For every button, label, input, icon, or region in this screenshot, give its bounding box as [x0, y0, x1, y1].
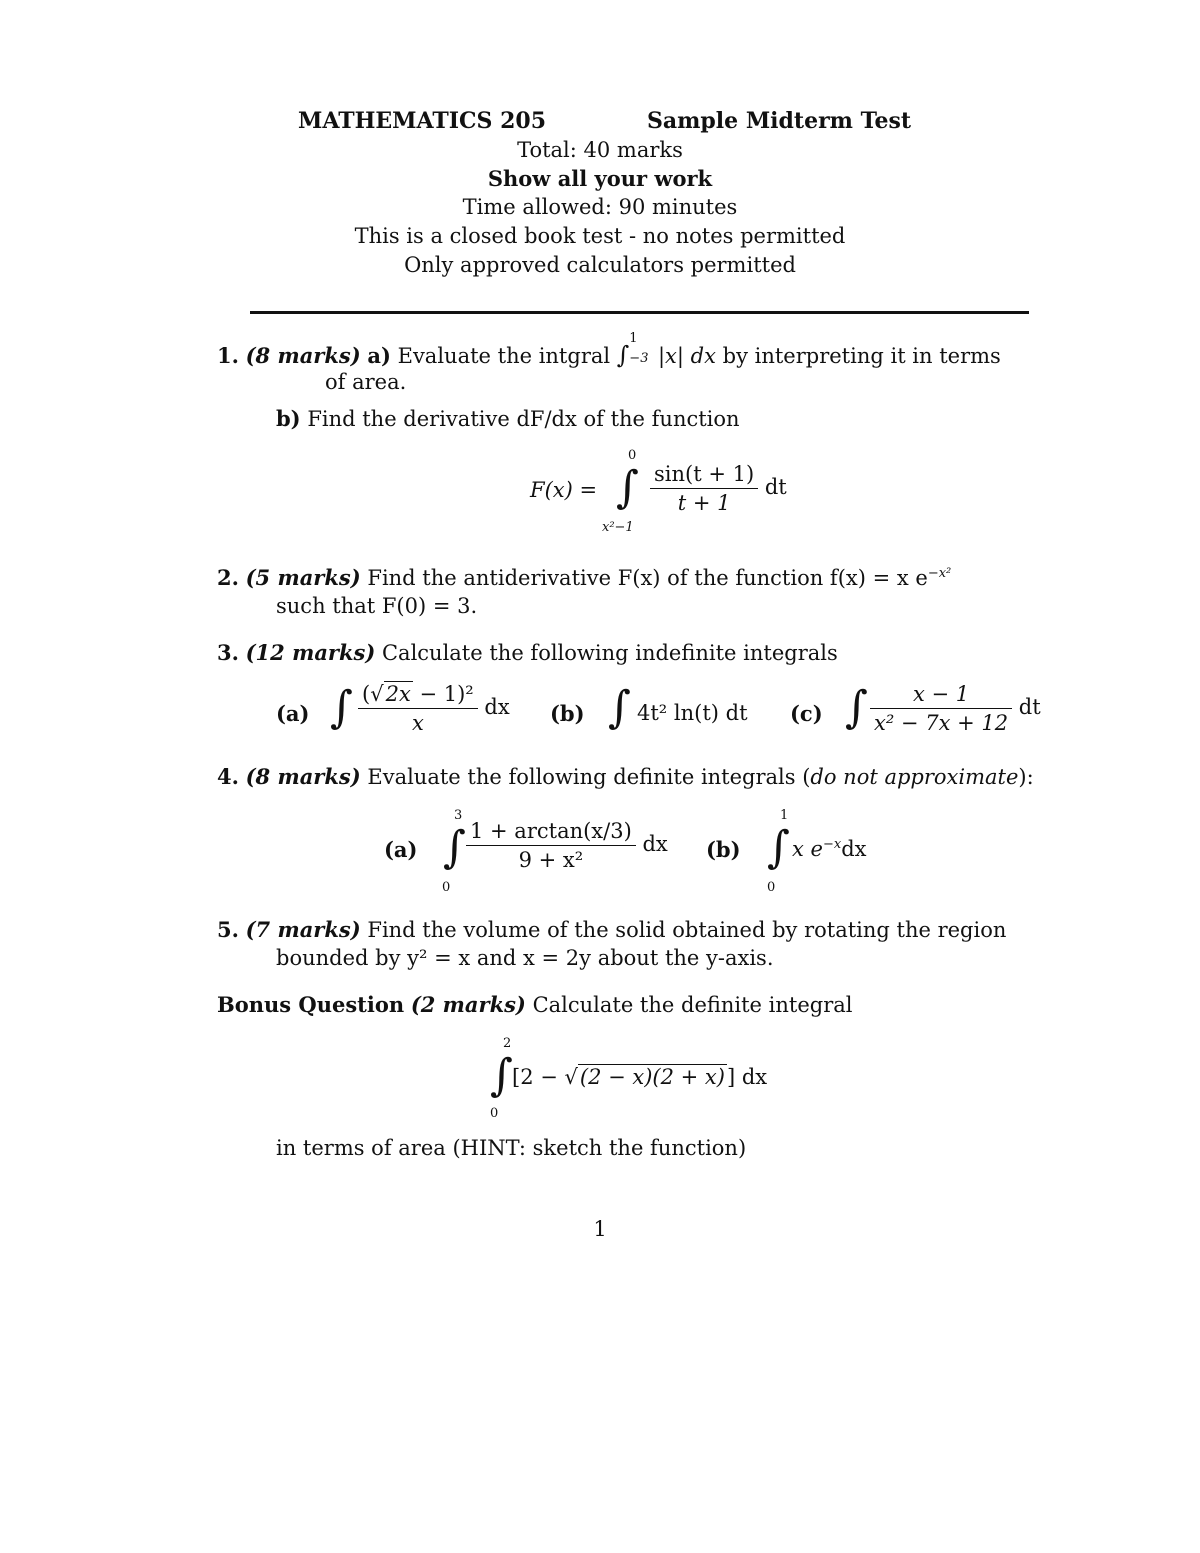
q5-line2: bounded by y² = x and x = 2y about the y-axis. [276, 946, 774, 970]
q4a-lower-limit: 0 [442, 880, 451, 895]
q4a-frac [466, 819, 636, 872]
bonus-integrand: [2 − √(2 − x)(2 + x)] dx [512, 1065, 768, 1089]
q2-line2: such that F(0) = 3. [276, 594, 478, 618]
q3a-expression [358, 682, 510, 735]
q2-line1 [217, 565, 951, 590]
q4b-expression [792, 837, 866, 861]
q4a-denominator: 9 + x² [466, 845, 636, 872]
q4b-upper-limit: 1 [780, 808, 789, 823]
test-title: Sample Midterm Test [647, 108, 911, 134]
bonus-marks: (2 marks) [410, 992, 526, 1017]
q3c-numerator: x − 1 [912, 682, 970, 706]
q1b-numerator: sin(t + 1) [654, 462, 755, 486]
q3b-integrand: 4t² ln(t) dt [637, 701, 748, 725]
bonus-line1 [217, 992, 852, 1017]
show-work-notice: Show all your work [487, 166, 713, 191]
q1a-text-before: Evaluate the intgral [397, 344, 611, 368]
q1b-lower-limit: x²−1 [602, 520, 634, 535]
q3c-expression [870, 682, 1041, 735]
bonus-hint: in terms of area (HINT: sketch the function) [276, 1136, 747, 1160]
q4-text-italic: do not approximate [810, 765, 1019, 789]
q3a-frac [358, 682, 478, 735]
q3c-frac [870, 682, 1012, 735]
q1-line-a [217, 331, 1001, 369]
q1b-label: b) [276, 406, 301, 431]
q3-number: 3. [217, 640, 239, 665]
calculator-notice: Only approved calculators permitted [404, 253, 796, 277]
q3b-integral-sign: ∫ [608, 682, 631, 733]
q1a-limits [629, 331, 651, 366]
q3c-label: (c) [790, 701, 823, 726]
bonus-lower-limit: 0 [490, 1106, 499, 1121]
q2-text: Find the antiderivative F(x) of the function f(x) = x e [367, 566, 928, 590]
q4a-label: (a) [384, 837, 418, 862]
bonus-integral-sign: ∫ [490, 1050, 513, 1101]
course-title: MATHEMATICS 205 [298, 108, 547, 134]
time-allowed: Time allowed: 90 minutes [462, 195, 738, 219]
q1b-differential: dt [764, 475, 787, 499]
bonus-radicand: (2 − x)(2 + x) [579, 1065, 725, 1089]
q2-number: 2. [217, 565, 239, 590]
bonus-text: Calculate the definite integral [532, 993, 853, 1017]
q4-marks: (8 marks) [245, 764, 361, 789]
bonus-sqrt-sign: √ [564, 1065, 578, 1089]
q4a-differential: dx [642, 832, 668, 856]
q1-marks: (8 marks) [245, 343, 361, 368]
total-marks: Total: 40 marks [517, 138, 683, 162]
q4-text-before: Evaluate the following definite integrals ( [367, 765, 811, 789]
q2-marks: (5 marks) [245, 565, 361, 590]
bonus-label: Bonus Question [217, 992, 405, 1017]
q5-line1 [217, 917, 1006, 942]
q4a-integral-sign: ∫ [443, 822, 466, 873]
q4-number: 4. [217, 764, 239, 789]
q4-line1 [217, 764, 1034, 789]
closed-book-notice: This is a closed book test - no notes permitted [354, 224, 846, 248]
q3a-differential: dx [484, 695, 510, 719]
page-number: 1 [593, 1217, 607, 1241]
q4b-integrand: x e [792, 837, 823, 861]
q3a-numerator: (√2x − 1)² [362, 682, 474, 706]
bonus-upper-limit: 2 [503, 1036, 512, 1051]
q4b-integral-sign: ∫ [767, 822, 790, 873]
q3-marks: (12 marks) [245, 640, 376, 665]
q1a-lower-limit: −3 [629, 351, 649, 366]
q1b-frac [650, 462, 758, 515]
q3a-integral-sign: ∫ [330, 682, 353, 733]
q1b-fraction [650, 462, 787, 515]
q4a-expression [466, 819, 668, 872]
q1a-integrand: |x| dx [657, 344, 716, 368]
q1b-eq-lhs: F(x) = [530, 478, 598, 502]
q4b-label: (b) [706, 837, 741, 862]
q5-text: Find the volume of the solid obtained by rotating the region [367, 918, 1007, 942]
q3c-integral-sign: ∫ [845, 682, 868, 733]
q1-line-b [276, 406, 740, 431]
q2-exponent: −x² [927, 566, 952, 581]
header-divider [250, 311, 1029, 314]
q4b-differential: dx [841, 837, 867, 861]
q1b-integral-sign: ∫ [616, 462, 639, 513]
q3a-denominator: x [358, 708, 478, 735]
q5-number: 5. [217, 917, 239, 942]
q1a-integral-sign: ∫ [616, 341, 630, 369]
q1a-text-after: by interpreting it in terms [722, 344, 1001, 368]
q4b-lower-limit: 0 [767, 880, 776, 895]
q1a-upper-limit: 1 [629, 331, 638, 346]
q4b-exponent: −x [822, 837, 842, 852]
q4a-numerator: 1 + arctan(x/3) [470, 819, 632, 843]
q3b-label: (b) [550, 701, 585, 726]
q1a-line2: of area. [325, 370, 407, 394]
q3c-denominator: x² − 7x + 12 [870, 708, 1012, 735]
q1-number: 1. [217, 343, 239, 368]
q4a-upper-limit: 3 [454, 808, 463, 823]
q1b-denominator: t + 1 [650, 488, 758, 515]
q1b-text: Find the derivative dF/dx of the function [307, 407, 740, 431]
q4-text-after: ): [1018, 765, 1034, 789]
q1a-label: a) [367, 343, 391, 368]
q5-marks: (7 marks) [245, 917, 361, 942]
q3c-differential: dt [1018, 695, 1041, 719]
q3-line1 [217, 640, 838, 665]
q3-text: Calculate the following indefinite integrals [381, 641, 838, 665]
q1b-upper-limit: 0 [628, 448, 637, 463]
q3a-label: (a) [276, 701, 310, 726]
